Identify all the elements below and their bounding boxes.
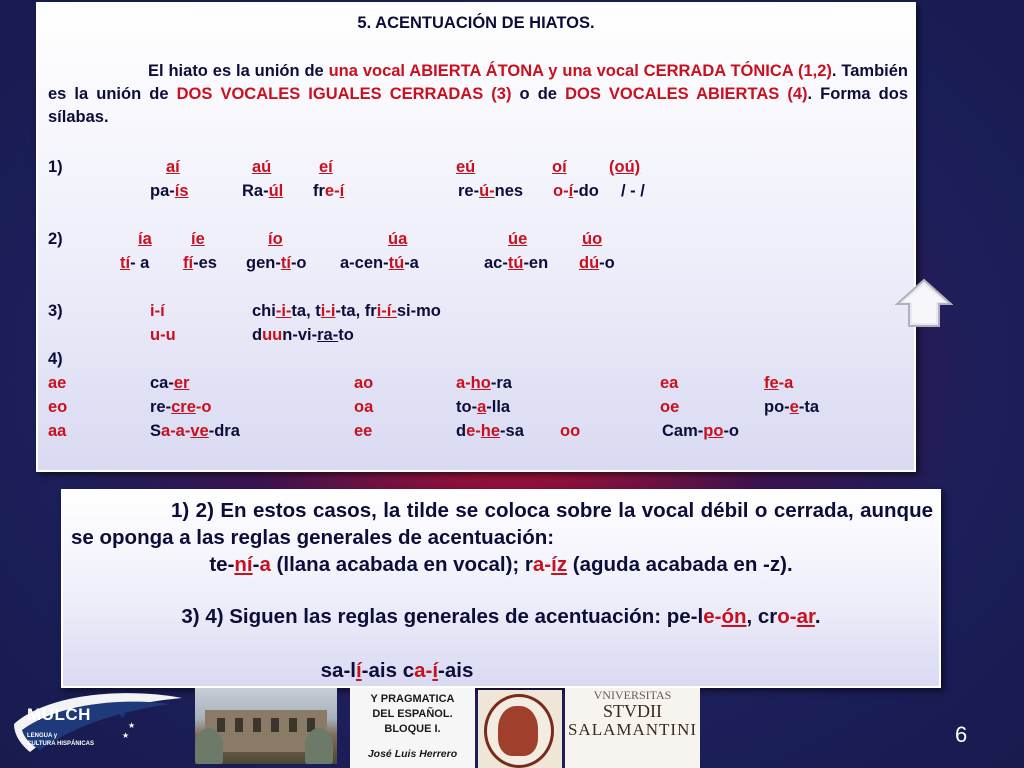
example: a-cen-tú-a (340, 254, 419, 272)
example: tí- a (120, 254, 150, 272)
pair: úa (388, 230, 408, 248)
note-final-example: sa-lí-ais ca-í-ais (320, 659, 474, 682)
pair: oí (552, 158, 567, 176)
pair: aa (48, 422, 67, 440)
example: Ra-úl (242, 182, 284, 200)
portrait-medallion (478, 690, 562, 768)
hiatos-explanation-card (36, 2, 916, 472)
section-1-label: 1) (48, 158, 63, 176)
example: re-ú-nes (458, 182, 524, 200)
page-number: 6 (955, 722, 968, 747)
example: de-he-sa (456, 422, 524, 440)
example: fí-es (183, 254, 217, 272)
example: Cam-po-o (662, 422, 740, 440)
pair: úe (508, 230, 528, 248)
example: ac-tú-en (484, 254, 549, 272)
example: ca-er (150, 374, 190, 392)
pair: ío (268, 230, 283, 248)
section-4-label: 4) (48, 350, 63, 368)
pair: eí (319, 158, 333, 176)
pair: íe (191, 230, 205, 248)
pair: aí (166, 158, 180, 176)
pair: ía (138, 230, 152, 248)
pair: ae (48, 374, 67, 392)
note-paragraph-1: 1) 2) En estos casos, la tilde se coloca sobre la vocal débil o cerrada, aunque se oponga a las reglas generales de acentuación: (71, 499, 933, 549)
home-up-arrow-icon[interactable] (895, 278, 953, 328)
author-name: José Luis Herrero (367, 748, 458, 760)
pair: úo (582, 230, 603, 248)
note-examples-line: te-ní-a (llana acabada en vocal); ra-íz (aguda acabada en -z). (209, 553, 793, 576)
building-photo (195, 688, 337, 764)
section-2-label: 2) (48, 230, 63, 248)
university-logo: VNIVERSITAS STVDII SALAMANTINI (565, 688, 700, 768)
pair: ea (660, 374, 679, 392)
example: Sa-a-ve-dra (150, 422, 240, 440)
intro-paragraph: El hiato es la unión de una vocal ABIERTA ÁTONA y una vocal CERRADA TÓNICA (1,2). También es la unión de DOS VOCALES IGUALES CERRADAS (3) o de DOS VOCALES ABIERTAS (4). Forma dos sílabas. (48, 62, 909, 126)
slide-title: 5. ACENTUACIÓN DE HIATOS. (357, 14, 595, 32)
example: po-e-ta (764, 398, 820, 416)
rules-note-card (61, 489, 941, 688)
course-label: Y PRAGMATICA DEL ESPAÑOL. BLOQUE I. José Luis Herrero (350, 688, 475, 768)
pair: eo (48, 398, 68, 416)
example: gen-tí-o (246, 254, 307, 272)
example: dú-o (579, 254, 615, 272)
star-icon: ★ (122, 731, 130, 740)
example: to-a-lla (456, 398, 511, 416)
star-icon: ★ (128, 721, 136, 730)
example: o-í-do (553, 182, 599, 200)
example: re-cre-o (150, 398, 212, 416)
pair: ao (354, 374, 374, 392)
example: pa-ís (150, 182, 189, 200)
pair: i-í (150, 302, 165, 320)
pair: oa (354, 398, 374, 416)
brand-name: MULCH (27, 705, 91, 724)
pair: u-u (150, 326, 176, 344)
example: duun-vi-ra-to (252, 326, 354, 344)
pair: aú (252, 158, 272, 176)
pair: oe (660, 398, 680, 416)
pair: eú (456, 158, 476, 176)
section-3-label: 3) (48, 302, 63, 320)
example-note: / - / (621, 182, 645, 200)
example: fre-í (313, 182, 345, 200)
pair: (oú) (609, 158, 641, 176)
pair: oo (560, 422, 581, 440)
brand-subtitle: LENGUA y CULTURA HISPÁNICAS (27, 733, 94, 747)
example: chi-i-ta, ti-i-ta, fri-í-si-mo (252, 302, 441, 320)
note-paragraph-2: 3) 4) Siguen las reglas generales de acentuación: pe-le-ón, cro-ar. (181, 605, 821, 628)
star-icon: ★ (118, 710, 127, 721)
pair: ee (354, 422, 373, 440)
example: fe-a (764, 374, 794, 392)
example: a-ho-ra (456, 374, 512, 392)
